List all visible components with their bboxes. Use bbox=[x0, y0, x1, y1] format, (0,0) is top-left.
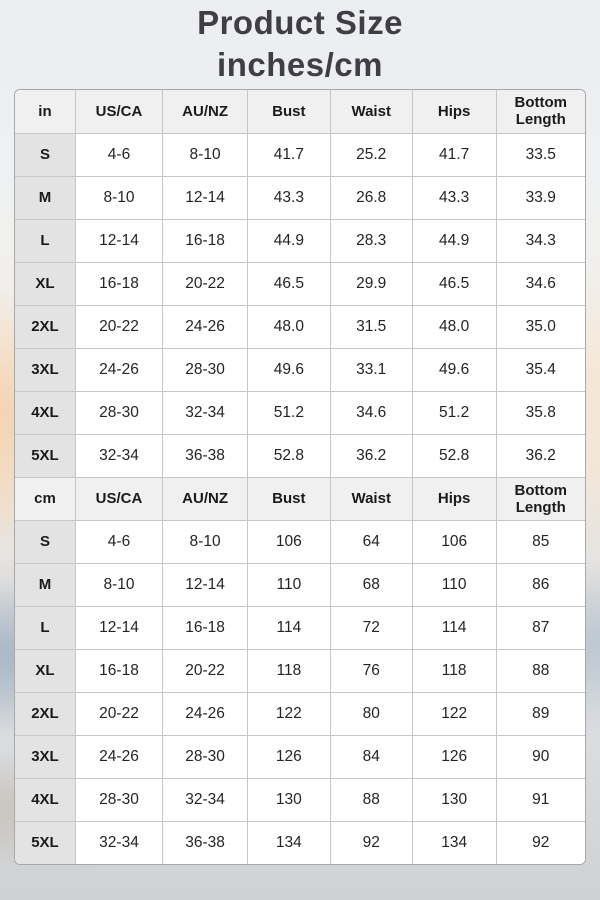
value-cell: 46.5 bbox=[412, 262, 496, 305]
column-header: AU/NZ bbox=[163, 90, 248, 133]
column-header: US/CA bbox=[75, 477, 162, 520]
value-cell: 110 bbox=[412, 563, 496, 606]
table-row-in-3xl bbox=[15, 348, 585, 391]
value-cell: 36.2 bbox=[496, 434, 585, 477]
value-cell: 92 bbox=[330, 821, 412, 864]
table-row-in-s bbox=[15, 133, 585, 176]
column-header: Bottom Length bbox=[496, 90, 585, 133]
value-cell: 28.3 bbox=[330, 219, 412, 262]
table-row-cm-s bbox=[15, 520, 585, 563]
value-cell: 43.3 bbox=[248, 176, 331, 219]
column-header: Waist bbox=[330, 477, 412, 520]
value-cell: 12-14 bbox=[75, 606, 162, 649]
header-row-in bbox=[15, 90, 585, 133]
value-cell: 76 bbox=[330, 649, 412, 692]
value-cell: 28-30 bbox=[163, 735, 248, 778]
value-cell: 49.6 bbox=[412, 348, 496, 391]
column-header: AU/NZ bbox=[163, 477, 248, 520]
table-row-cm-l bbox=[15, 606, 585, 649]
unit-header-in: in bbox=[15, 90, 75, 133]
unit-header-cm: cm bbox=[15, 477, 75, 520]
value-cell: 126 bbox=[248, 735, 331, 778]
size-label: S bbox=[15, 520, 75, 563]
value-cell: 28-30 bbox=[75, 391, 162, 434]
value-cell: 130 bbox=[248, 778, 331, 821]
value-cell: 68 bbox=[330, 563, 412, 606]
page-title-line-1: Product Size bbox=[197, 4, 403, 41]
value-cell: 110 bbox=[248, 563, 331, 606]
value-cell: 52.8 bbox=[412, 434, 496, 477]
value-cell: 90 bbox=[496, 735, 585, 778]
value-cell: 114 bbox=[412, 606, 496, 649]
size-table bbox=[15, 90, 585, 864]
value-cell: 24-26 bbox=[163, 305, 248, 348]
table-row-cm-5xl bbox=[15, 821, 585, 864]
value-cell: 134 bbox=[412, 821, 496, 864]
value-cell: 20-22 bbox=[75, 305, 162, 348]
value-cell: 88 bbox=[330, 778, 412, 821]
value-cell: 16-18 bbox=[75, 649, 162, 692]
size-label: 5XL bbox=[15, 434, 75, 477]
value-cell: 36.2 bbox=[330, 434, 412, 477]
value-cell: 114 bbox=[248, 606, 331, 649]
column-header: Hips bbox=[412, 90, 496, 133]
value-cell: 86 bbox=[496, 563, 585, 606]
value-cell: 16-18 bbox=[163, 606, 248, 649]
value-cell: 20-22 bbox=[75, 692, 162, 735]
value-cell: 52.8 bbox=[248, 434, 331, 477]
value-cell: 12-14 bbox=[163, 563, 248, 606]
size-label: 4XL bbox=[15, 391, 75, 434]
value-cell: 20-22 bbox=[163, 262, 248, 305]
column-header: US/CA bbox=[75, 90, 162, 133]
size-label: M bbox=[15, 176, 75, 219]
size-table-wrap bbox=[14, 89, 586, 865]
column-header: Bottom Length bbox=[496, 477, 585, 520]
value-cell: 51.2 bbox=[248, 391, 331, 434]
table-row-in-m bbox=[15, 176, 585, 219]
value-cell: 84 bbox=[330, 735, 412, 778]
value-cell: 106 bbox=[412, 520, 496, 563]
value-cell: 130 bbox=[412, 778, 496, 821]
value-cell: 41.7 bbox=[412, 133, 496, 176]
value-cell: 31.5 bbox=[330, 305, 412, 348]
value-cell: 33.9 bbox=[496, 176, 585, 219]
value-cell: 122 bbox=[412, 692, 496, 735]
value-cell: 122 bbox=[248, 692, 331, 735]
value-cell: 8-10 bbox=[75, 176, 162, 219]
value-cell: 36-38 bbox=[163, 434, 248, 477]
table-row-in-2xl bbox=[15, 305, 585, 348]
size-label: 3XL bbox=[15, 735, 75, 778]
value-cell: 118 bbox=[412, 649, 496, 692]
value-cell: 80 bbox=[330, 692, 412, 735]
value-cell: 8-10 bbox=[75, 563, 162, 606]
value-cell: 91 bbox=[496, 778, 585, 821]
size-label: L bbox=[15, 219, 75, 262]
value-cell: 4-6 bbox=[75, 520, 162, 563]
value-cell: 28-30 bbox=[75, 778, 162, 821]
value-cell: 89 bbox=[496, 692, 585, 735]
value-cell: 20-22 bbox=[163, 649, 248, 692]
value-cell: 126 bbox=[412, 735, 496, 778]
table-row-in-xl bbox=[15, 262, 585, 305]
value-cell: 87 bbox=[496, 606, 585, 649]
value-cell: 64 bbox=[330, 520, 412, 563]
value-cell: 34.6 bbox=[496, 262, 585, 305]
value-cell: 72 bbox=[330, 606, 412, 649]
size-label: XL bbox=[15, 649, 75, 692]
page-title-line-2: inches/cm bbox=[217, 46, 383, 83]
value-cell: 12-14 bbox=[163, 176, 248, 219]
value-cell: 44.9 bbox=[412, 219, 496, 262]
value-cell: 33.5 bbox=[496, 133, 585, 176]
value-cell: 25.2 bbox=[330, 133, 412, 176]
value-cell: 118 bbox=[248, 649, 331, 692]
value-cell: 41.7 bbox=[248, 133, 331, 176]
size-label: L bbox=[15, 606, 75, 649]
table-row-cm-2xl bbox=[15, 692, 585, 735]
value-cell: 36-38 bbox=[163, 821, 248, 864]
table-row-cm-xl bbox=[15, 649, 585, 692]
table-row-cm-3xl bbox=[15, 735, 585, 778]
value-cell: 34.6 bbox=[330, 391, 412, 434]
value-cell: 32-34 bbox=[163, 778, 248, 821]
column-header: Waist bbox=[330, 90, 412, 133]
value-cell: 12-14 bbox=[75, 219, 162, 262]
table-row-in-5xl bbox=[15, 434, 585, 477]
size-label: 3XL bbox=[15, 348, 75, 391]
table-row-cm-m bbox=[15, 563, 585, 606]
value-cell: 35.0 bbox=[496, 305, 585, 348]
table-row-in-4xl bbox=[15, 391, 585, 434]
value-cell: 35.4 bbox=[496, 348, 585, 391]
value-cell: 4-6 bbox=[75, 133, 162, 176]
value-cell: 24-26 bbox=[75, 348, 162, 391]
value-cell: 92 bbox=[496, 821, 585, 864]
value-cell: 16-18 bbox=[163, 219, 248, 262]
value-cell: 32-34 bbox=[75, 821, 162, 864]
value-cell: 34.3 bbox=[496, 219, 585, 262]
size-label: XL bbox=[15, 262, 75, 305]
size-label: 2XL bbox=[15, 305, 75, 348]
value-cell: 106 bbox=[248, 520, 331, 563]
column-header: Bust bbox=[248, 477, 331, 520]
value-cell: 24-26 bbox=[163, 692, 248, 735]
value-cell: 88 bbox=[496, 649, 585, 692]
table-row-cm-4xl bbox=[15, 778, 585, 821]
size-label: S bbox=[15, 133, 75, 176]
column-header: Hips bbox=[412, 477, 496, 520]
value-cell: 49.6 bbox=[248, 348, 331, 391]
size-label: M bbox=[15, 563, 75, 606]
value-cell: 48.0 bbox=[248, 305, 331, 348]
value-cell: 8-10 bbox=[163, 520, 248, 563]
page-title bbox=[0, 0, 600, 86]
table-row-in-l bbox=[15, 219, 585, 262]
value-cell: 32-34 bbox=[75, 434, 162, 477]
size-label: 5XL bbox=[15, 821, 75, 864]
value-cell: 35.8 bbox=[496, 391, 585, 434]
value-cell: 28-30 bbox=[163, 348, 248, 391]
value-cell: 16-18 bbox=[75, 262, 162, 305]
value-cell: 46.5 bbox=[248, 262, 331, 305]
value-cell: 51.2 bbox=[412, 391, 496, 434]
value-cell: 32-34 bbox=[163, 391, 248, 434]
column-header: Bust bbox=[248, 90, 331, 133]
value-cell: 85 bbox=[496, 520, 585, 563]
header-row-cm bbox=[15, 477, 585, 520]
size-table-body bbox=[15, 90, 585, 864]
value-cell: 26.8 bbox=[330, 176, 412, 219]
value-cell: 43.3 bbox=[412, 176, 496, 219]
size-label: 4XL bbox=[15, 778, 75, 821]
value-cell: 48.0 bbox=[412, 305, 496, 348]
value-cell: 33.1 bbox=[330, 348, 412, 391]
value-cell: 134 bbox=[248, 821, 331, 864]
value-cell: 44.9 bbox=[248, 219, 331, 262]
value-cell: 29.9 bbox=[330, 262, 412, 305]
size-label: 2XL bbox=[15, 692, 75, 735]
value-cell: 8-10 bbox=[163, 133, 248, 176]
value-cell: 24-26 bbox=[75, 735, 162, 778]
